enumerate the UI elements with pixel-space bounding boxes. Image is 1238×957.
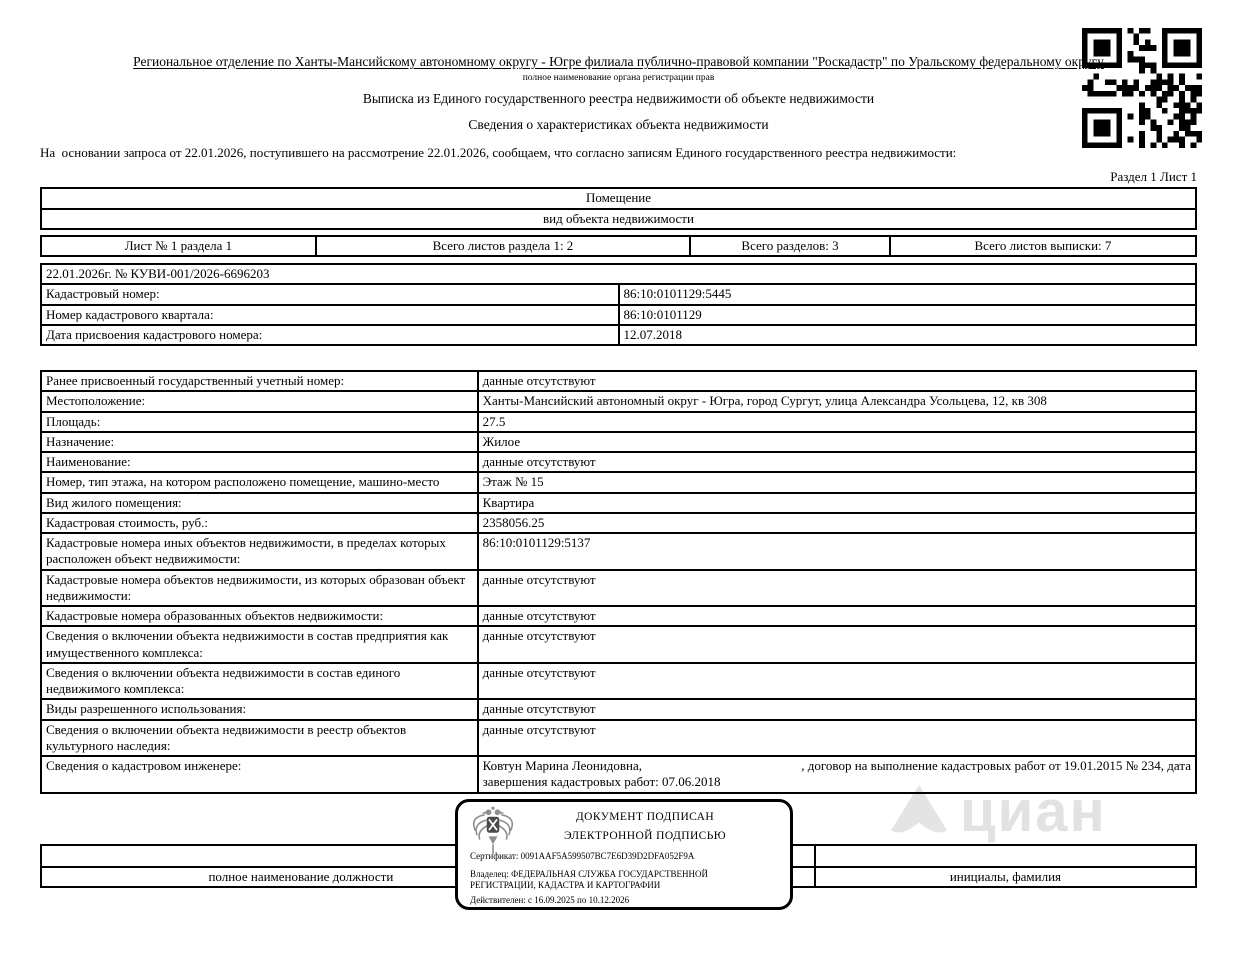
table-row [41,513,1196,533]
request-number-row [41,264,1196,284]
signature-space-cell [815,845,1196,867]
row-value: 27.5 [478,412,1196,432]
row-label: Дата присвоения кадастрового номера: [41,325,619,345]
row-label: Номер, тип этажа, на котором расположено помещение, машино-место [41,472,478,492]
table-row [41,606,1196,626]
table-row [41,371,1196,391]
stamp-title-line1: ДОКУМЕНТ ПОДПИСАН [575,811,715,823]
object-type-caption: вид объекта недвижимости [41,209,1196,229]
watermark-label: циан [960,778,1107,844]
request-basis-line: На основании запроса от 22.01.2026, поступившего на рассмотрение 22.01.2026, сообщаем, что согласно записям Единого государственного реестра недвижимости: [40,145,957,161]
table-row [41,570,1196,607]
doc-title: Выписка из Единого государственного реестра недвижимости об объекте недвижимости [362,91,875,107]
row-value: данные отсутствуют [478,663,1196,700]
table-row [41,209,1196,229]
row-label: Номер кадастрового квартала: [41,305,619,325]
row-label: Кадастровые номера иных объектов недвижимости, в пределах которых расположен объект недвижимости: [41,533,478,570]
stamp-validity-line: Действителен: с 16.09.2025 по 10.12.2026 [470,895,630,906]
details-table [40,370,1197,794]
table-row [41,452,1196,472]
rosreestr-eagle-emblem-icon [468,805,518,862]
row-value: Квартира [478,493,1196,513]
row-value: данные отсутствуют [478,720,1196,757]
table-row [41,432,1196,452]
stamp-title-line2: ЭЛЕКТРОННОЙ ПОДПИСЬЮ [564,830,726,842]
sheet-number-cell: Лист № 1 раздела 1 [41,236,316,256]
row-value: данные отсутствуют [478,371,1196,391]
row-label: Площадь: [41,412,478,432]
row-label: Наименование: [41,452,478,472]
table-row [41,236,1196,256]
table-row [41,188,1196,208]
row-value: 2358056.25 [478,513,1196,533]
row-label: Сведения о кадастровом инженере: [41,756,478,793]
row-label: Назначение: [41,432,478,452]
row-value: 86:10:0101129:5445 [619,284,1197,304]
name-caption-cell: инициалы, фамилия [815,867,1196,887]
extract-sheets-count-cell: Всего листов выписки: 7 [890,236,1196,256]
row-label: Виды разрешенного использования: [41,699,478,719]
request-number-cell: 22.01.2026г. № КУВИ-001/2026-6696203 [41,264,1196,284]
table-row [41,699,1196,719]
table-row [41,533,1196,570]
object-type-value: Помещение [41,188,1196,208]
row-label: Кадастровая стоимость, руб.: [41,513,478,533]
table-row [41,626,1196,663]
row-value: данные отсутствуют [478,570,1196,607]
row-label: Ранее присвоенный государственный учетный номер: [41,371,478,391]
row-value: 86:10:0101129:5137 [478,533,1196,570]
stamp-owner-line: Владелец: ФЕДЕРАЛЬНАЯ СЛУЖБА ГОСУДАРСТВЕННОЙ РЕГИСТРАЦИИ, КАДАСТРА И КАРТОГРАФИИ [470,868,709,891]
table-row [41,325,1196,345]
table-row [41,284,1196,304]
table-row [41,472,1196,492]
row-value: Этаж № 15 [478,472,1196,492]
row-label: Кадастровые номера объектов недвижимости, из которых образован объект недвижимости: [41,570,478,607]
request-info-table [40,263,1197,346]
row-label: Кадастровые номера образованных объектов недвижимости: [41,606,478,626]
stamp-certificate-line: Сертификат: 0091AAF5A599507BC7E6D39D2DFA052F9A [470,851,695,861]
row-label: Сведения о включении объекта недвижимости в состав предприятия как имущественного комплекса: [41,626,478,663]
row-value: 86:10:0101129 [619,305,1197,325]
table-row [41,391,1196,411]
org-name: Региональное отделение по Ханты-Мансийскому автономному округу - Югре филиала публично-правовой компании "Роскадастр" по Уральскому федеральному округу [133,54,1104,69]
row-label: Сведения о включении объекта недвижимости в реестр объектов культурного наследия: [41,720,478,757]
table-row [41,493,1196,513]
row-label: Вид жилого помещения: [41,493,478,513]
table-row [41,720,1196,757]
row-label: Местоположение: [41,391,478,411]
row-value: 12.07.2018 [619,325,1197,345]
table-row [41,305,1196,325]
object-type-table [40,187,1197,230]
row-value: Ханты-Мансийский автономный округ - Югра, город Сургут, улица Александра Усольцева, 12, кв 308 [478,391,1196,411]
row-value: данные отсутствуют [478,606,1196,626]
row-label: Кадастровый номер: [41,284,619,304]
row-label: Сведения о включении объекта недвижимости в состав единого недвижимого комплекса: [41,663,478,700]
row-value: Ковтун Марина Леонидовна, , договор на выполнение кадастровых работ от 19.01.2015 № 234, дата завершения кадастровых работ: 07.06.2018 [478,756,1196,793]
row-value: данные отсутствуют [478,452,1196,472]
section-sheets-count-cell: Всего листов раздела 1: 2 [316,236,690,256]
org-name-caption: полное наименование органа регистрации прав [522,73,715,84]
sections-count-cell: Всего разделов: 3 [690,236,890,256]
row-value: данные отсутствуют [478,699,1196,719]
table-row [41,412,1196,432]
table-row [41,756,1196,793]
digital-signature-stamp [455,799,793,910]
table-row [41,663,1196,700]
row-value: Жилое [478,432,1196,452]
doc-subtitle: Сведения о характеристиках объекта недвижимости [468,117,769,133]
sheets-table [40,235,1197,257]
position-caption-cell: полное наименование должности [41,867,561,887]
section-sheet-label: Раздел 1 Лист 1 [1110,169,1197,185]
row-value: данные отсутствуют [478,626,1196,663]
